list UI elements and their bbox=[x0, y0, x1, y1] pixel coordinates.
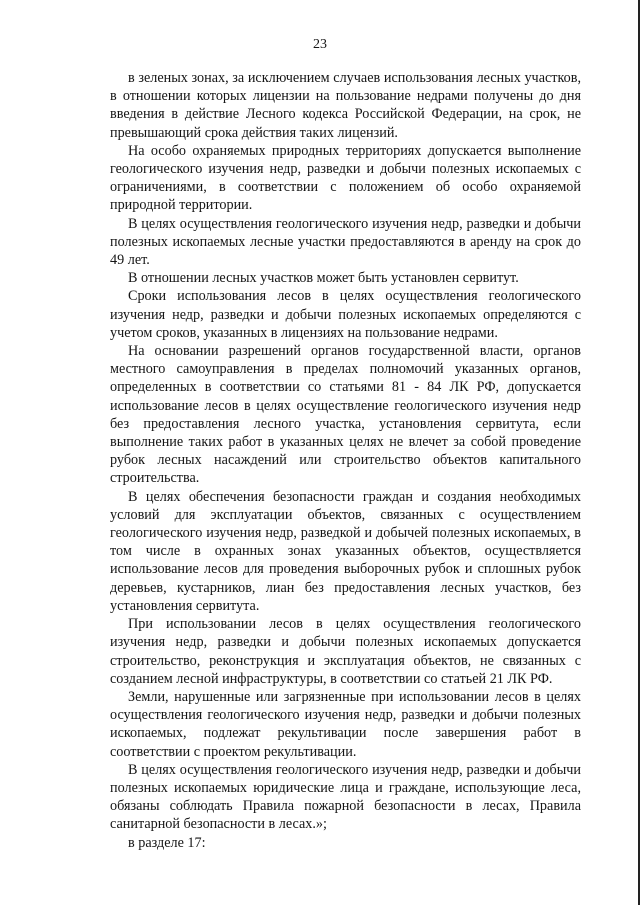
paragraph-lease-term: В целях осуществления геологического изучения недр, разведки и добычи полезных ископаемых лесные участки предоставляются в аренду на срок до 49 лет. bbox=[110, 215, 581, 269]
paragraph-safety: В целях обеспечения безопасности граждан и создания необходимых условий для эксплуатации объектов, связанных с осуществлением геологического изучения недр, разведкой и добычей полезных ископаемых, в том числе в охранных зонах указанных объектов, осуществляется использование лесов для проведения выборочных рубок и сплошных рубок деревьев, кустарников, лиан без предоставления лесных участков, без установления сервитута. bbox=[110, 488, 581, 614]
paragraph-protected-areas: На особо охраняемых природных территориях допускается выполнение геологического изучения недр, разведки и добычи полезных ископаемых с ограничениями, в соответствии с положением об особо охраняемой природной территории. bbox=[110, 142, 581, 214]
paragraph-recultivation: Земли, нарушенные или загрязненные при использовании лесов в целях осуществления геологического изучения недр, разведки и добычи полезных ископаемых, подлежат рекультивации после завершения работ в соответствии с проектом рекультивации. bbox=[110, 688, 581, 760]
paragraph-fire-safety: В целях осуществления геологического изучения недр, разведки и добычи полезных ископаемых юридические лица и граждане, использующие леса, обязаны соблюдать Правила пожарной безопасности в лесах, Правила санитарной безопасности в лесах.»; bbox=[110, 761, 581, 833]
paragraph-servitude: В отношении лесных участков может быть установлен сервитут. bbox=[128, 270, 519, 287]
paragraph-construction: При использовании лесов в целях осуществления геологического изучения недр, разведки и добычи полезных ископаемых допускается строительство, реконструкция и эксплуатация объектов, не связанных с созданием лесной инфраструктуры, в соответствии со статьей 21 ЛК РФ. bbox=[110, 616, 581, 687]
paragraph-permits: На основании разрешений органов государственной власти, органов местного самоуправления в пределах полномочий указанных органов, определенных в соответствии со статьями 81 - 84 ЛК РФ, допускается использование лесов в целях осуществление геологического изучения недр без предоставления лесного участка, установления сервитута, если выполнение таких работ в указанных целях не влечет за собой проведение рубок лесных насаждений или строительство объектов капитального строительства. bbox=[110, 343, 581, 487]
paragraph-usage-terms: Сроки использования лесов в целях осуществления геологического изучения недр, разведки и добычи полезных ископаемых определяются с учетом сроков, указанных в лицензиях на пользование недрами. bbox=[110, 288, 581, 341]
document-body bbox=[110, 69, 581, 852]
paragraph-section-17: в разделе 17: bbox=[128, 834, 206, 851]
paragraph-green-zones: в зеленых зонах, за исключением случаев использования лесных участков, в отношении которых лицензии на пользование недрами получены до дня введения в действие Лесного кодекса Российской Федерации, на срок, не превышающий срока действия таких лицензий. bbox=[110, 70, 581, 141]
page-number: 23 bbox=[313, 37, 327, 52]
